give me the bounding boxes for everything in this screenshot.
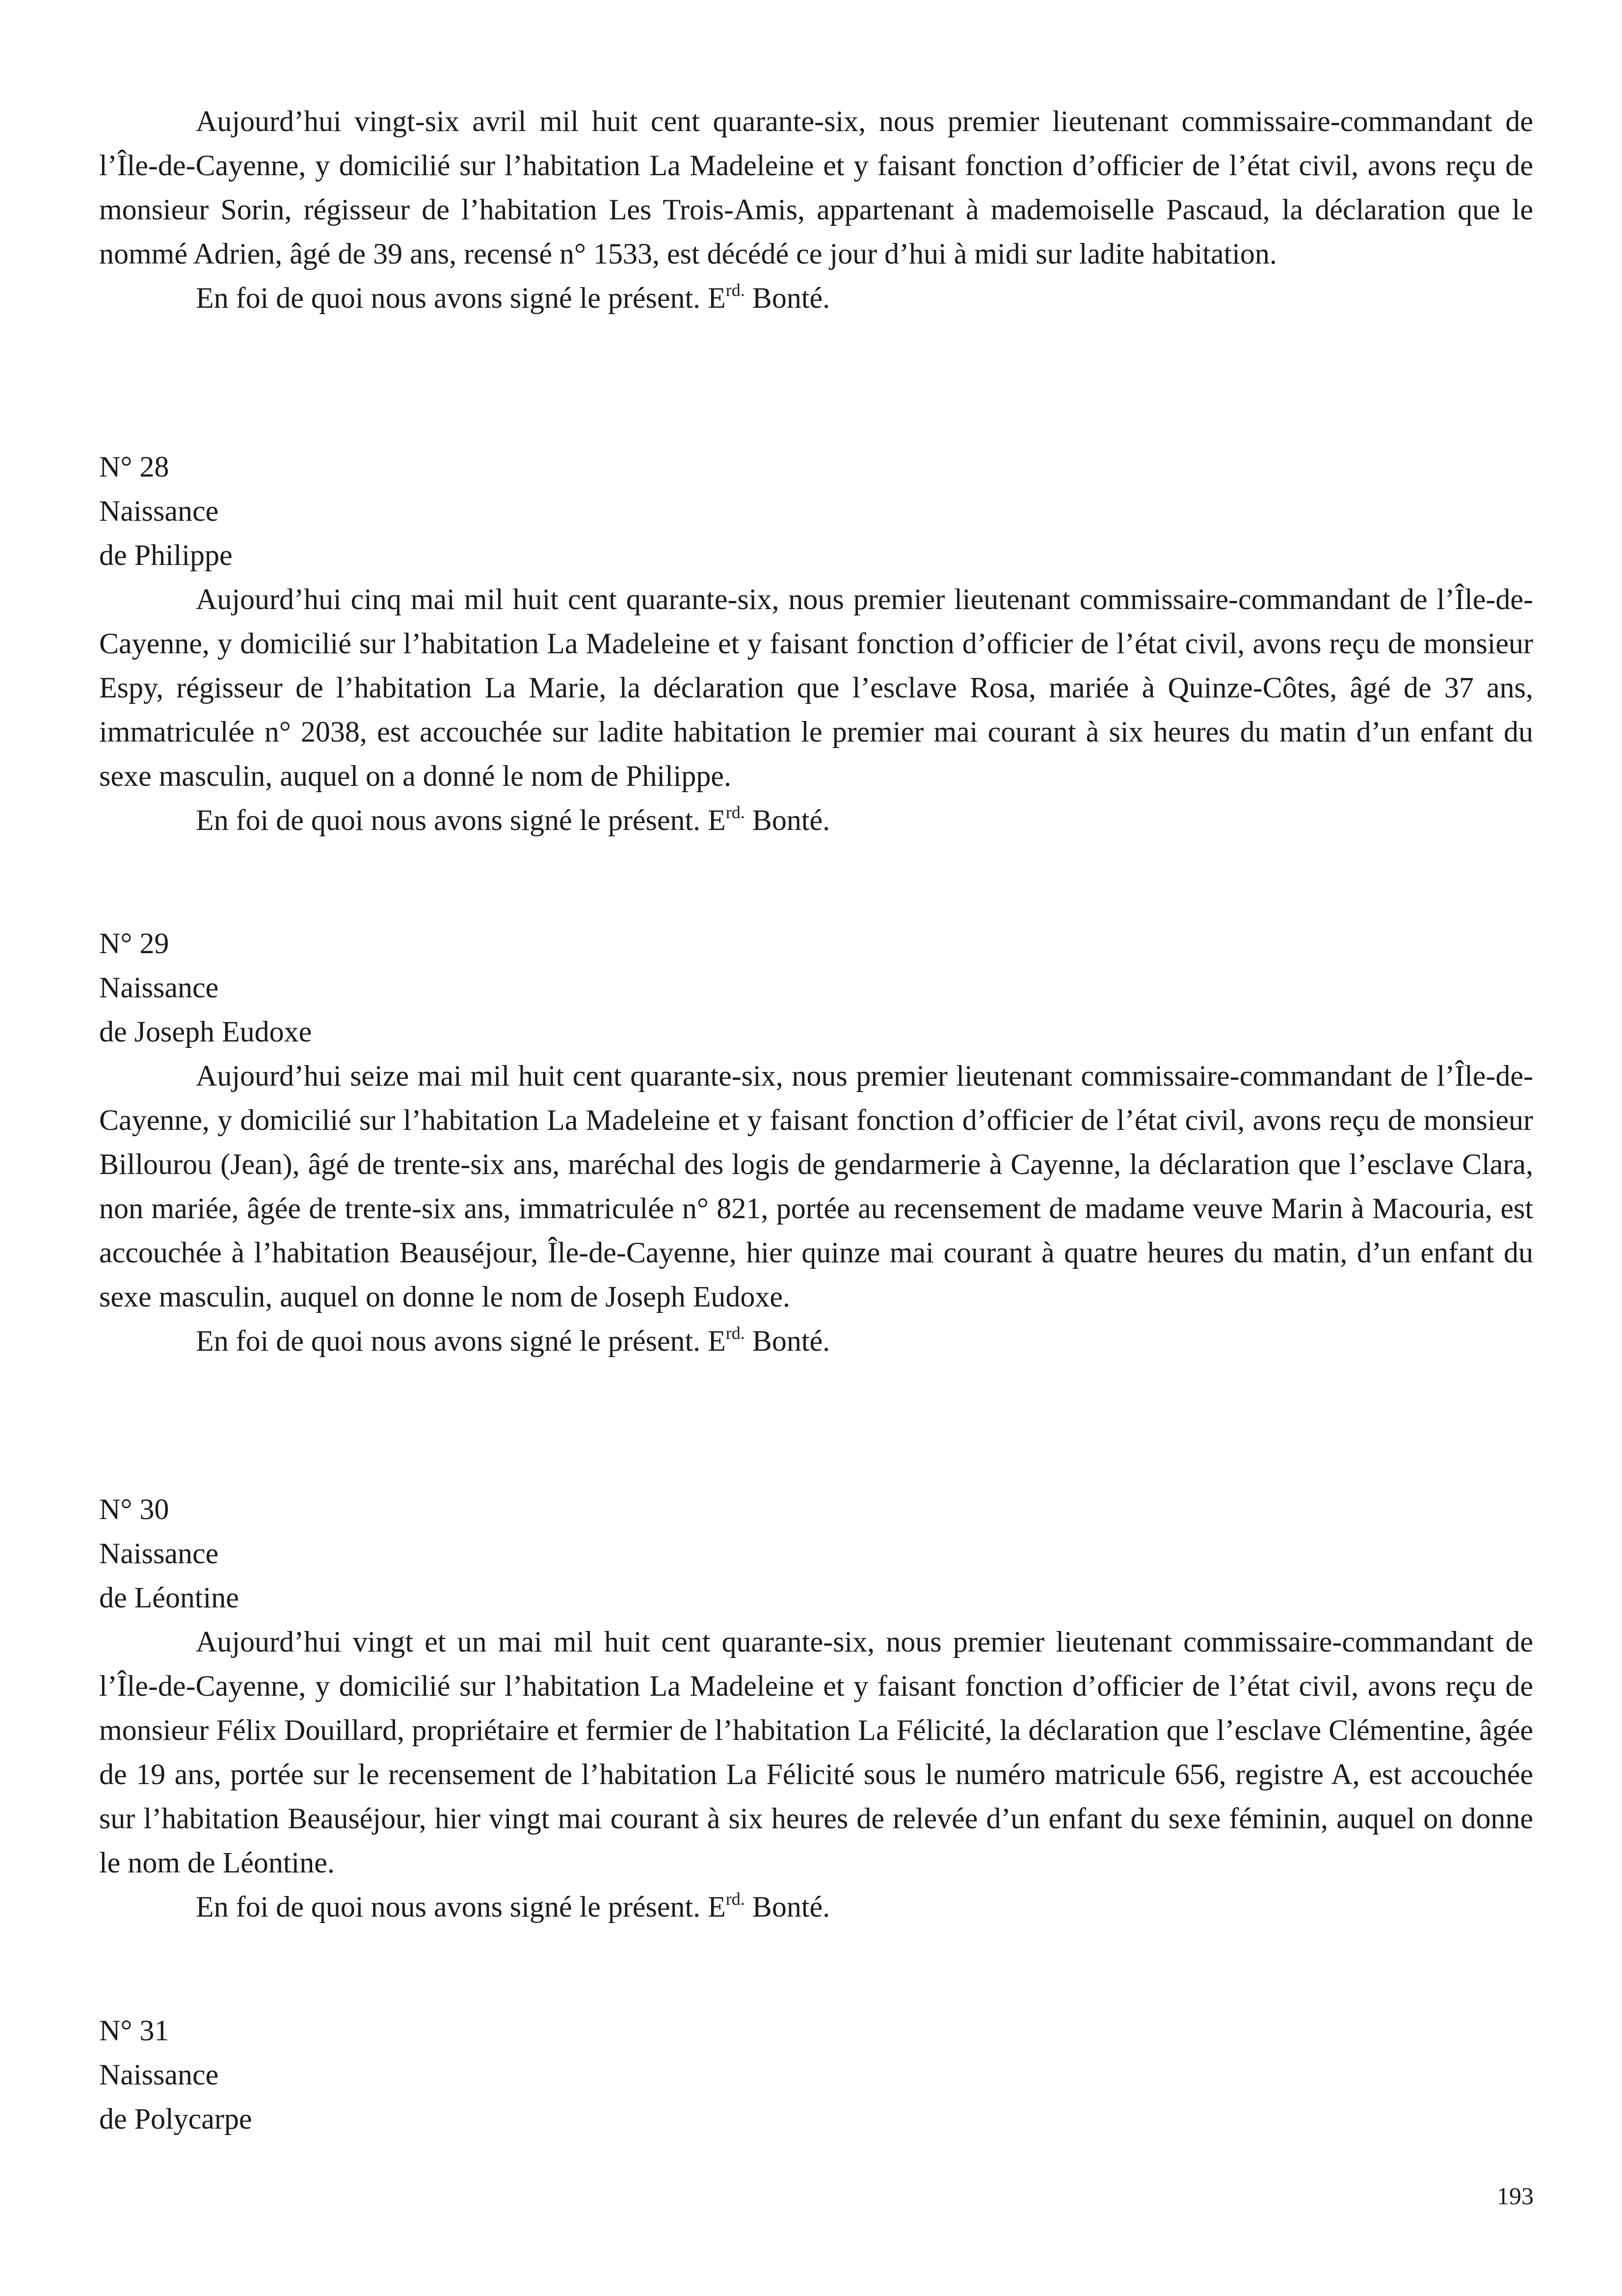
entry-31 (99, 2008, 1533, 2141)
page-number: 193 (1497, 2182, 1534, 2210)
entry-signoff: En foi de quoi nous avons signé le présent. $E^{rd.}$ Bonté. (196, 1889, 830, 1923)
entry-body: Aujourd’hui vingt-six avril mil huit cent quarante-six, nous premier lieutenant commissaire-commandant de l’Île-de-Cayenne, y domicilié sur l’habitation La Madeleine et y faisant fonction d’officier de l’état civil, avons reçu de monsieur Sorin, régisseur de l’habitation Les Trois-Amis, appartenant à mademoiselle Pascaud, la déclaration que le nommé Adrien, âgé de 39 ans, recensé n° 1533, est décédé ce jour d’hui à midi sur ladite habitation. (99, 105, 1533, 270)
entry-type: Naissance (99, 1537, 219, 1570)
entry-30 (99, 1487, 1533, 1929)
entry-signoff: En foi de quoi nous avons signé le présent. $E^{rd.}$ Bonté. (196, 802, 830, 836)
entry-body: Aujourd’hui vingt et un mai mil huit cent quarante-six, nous premier lieutenant commissaire-commandant de l’Île-de-Cayenne, y domicilié sur l’habitation La Madeleine et y faisant fonction d’officier de l’état civil, avons reçu de monsieur Félix Douillard, propriétaire et fermier de l’habitation La Félicité, la déclaration que l’esclave Clémentine, âgée de 19 ans, portée sur le recensement de l’habitation La Félicité sous le numéro matricule 656, registre A, est accouchée sur l’habitation Beauséjour, hier vingt mai courant à six heures de relevée d’un enfant du sexe féminin, auquel on donne le nom de Léontine. (99, 1626, 1533, 1879)
entry-number: N° 29 (99, 927, 169, 960)
entry-body: Aujourd’hui seize mai mil huit cent quarante-six, nous premier lieutenant commissaire-commandant de l’Île-de-Cayenne, y domicilié sur l’habitation La Madeleine et y faisant fonction d’officier de l’état civil, avons reçu de monsieur Billourou (Jean), âgé de trente-six ans, maréchal des logis de gendarmerie à Cayenne, la déclaration que l’esclave Clara, non mariée, âgée de trente-six ans, immatriculée n° 821, portée au recensement de madame veuve Marin à Macouria, est accouchée à l’habitation Beauséjour, Île-de-Cayenne, hier quinze mai courant à quatre heures du matin, d’un enfant du sexe masculin, auquel on donne le nom de Joseph Eudoxe. (99, 1060, 1533, 1313)
entry-number: N° 31 (99, 2014, 169, 2047)
entry-name: de Philippe (99, 539, 233, 571)
entry-name: de Polycarpe (99, 2103, 252, 2135)
entry-number: N° 30 (99, 1493, 169, 1525)
entry-type: Naissance (99, 2058, 219, 2091)
entry-body: Aujourd’hui cinq mai mil huit cent quarante-six, nous premier lieutenant commissaire-commandant de l’Île-de-Cayenne, y domicilié sur l’habitation La Madeleine et y faisant fonction d’officier de l’état civil, avons reçu de monsieur Espy, régisseur de l’habitation La Marie, la déclaration que l’esclave Rosa, mariée à Quinze-Côtes, âgé de 37 ans, immatriculée n° 2038, est accouchée sur ladite habitation le premier mai courant à six heures du matin d’un enfant du sexe masculin, auquel on a donné le nom de Philippe. (99, 583, 1533, 792)
entry-29 (99, 921, 1533, 1363)
entry-signoff: En foi de quoi nous avons signé le présent. $E^{rd.}$ Bonté. (196, 280, 830, 314)
entry-type: Naissance (99, 495, 219, 527)
entry-adrien (99, 99, 1533, 320)
entry-name: de Léontine (99, 1581, 239, 1614)
entry-name: de Joseph Eudoxe (99, 1015, 312, 1048)
entry-type: Naissance (99, 971, 219, 1004)
entry-number: N° 28 (99, 451, 169, 483)
entry-28 (99, 445, 1533, 842)
entry-signoff: En foi de quoi nous avons signé le présent. $E^{rd.}$ Bonté. (196, 1323, 830, 1357)
